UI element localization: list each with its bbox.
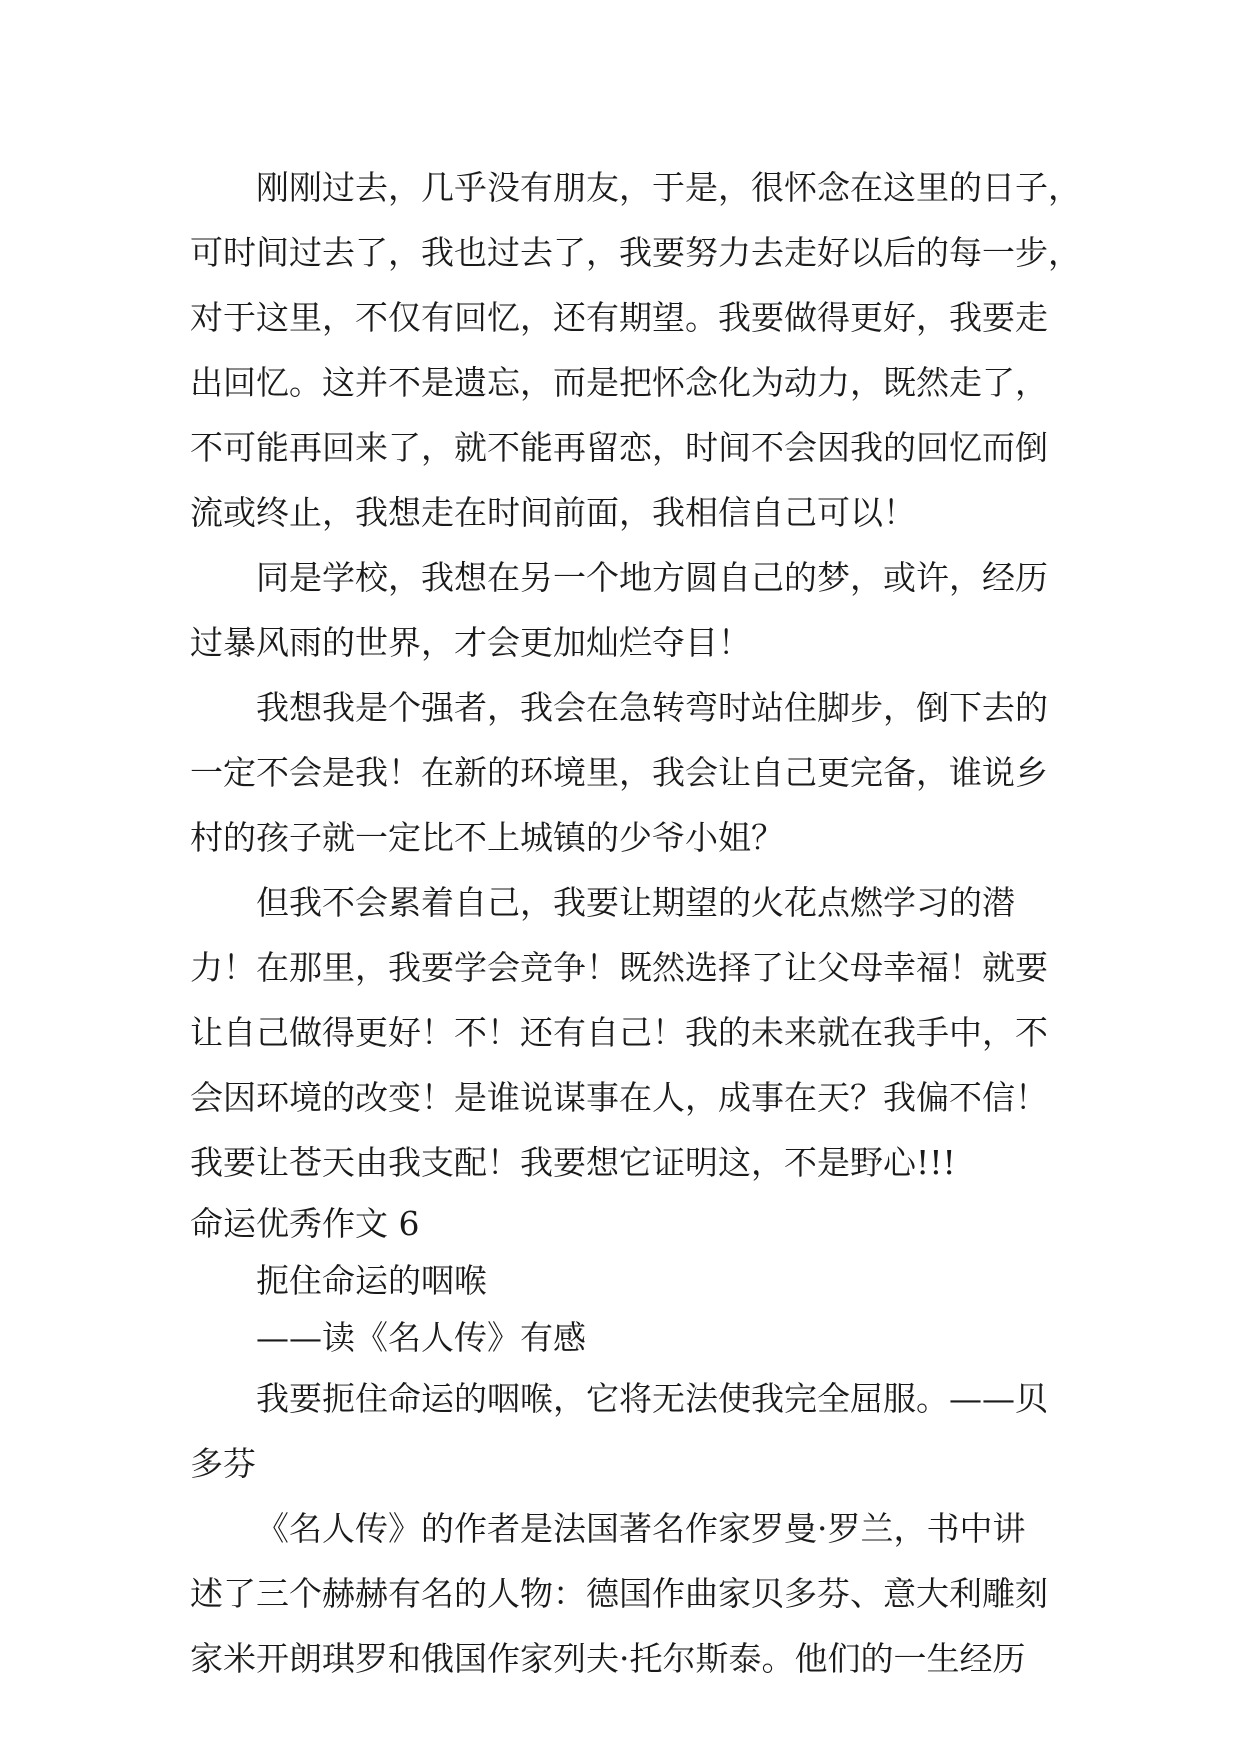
- text-line: 但我不会累着自己，我要让期望的火花点燃学习的潜: [256, 883, 1015, 922]
- document-body: [190, 155, 1081, 1691]
- text-line: 多芬: [190, 1444, 256, 1483]
- paragraph: [190, 155, 1081, 545]
- text-line: 不可能再回来了，就不能再留恋，时间不会因我的回忆而倒: [190, 428, 1048, 467]
- text-line: 对于这里，不仅有回忆，还有期望。我要做得更好，我要走: [190, 298, 1048, 337]
- text-line: 可时间过去了，我也过去了，我要努力去走好以后的每一步，: [190, 233, 1081, 272]
- paragraph: [190, 870, 1060, 1195]
- paragraph: [190, 545, 1060, 675]
- text-line: 流或终止，我想走在时间前面，我相信自己可以！: [190, 493, 916, 532]
- section-heading: 命运优秀作文 6: [190, 1204, 420, 1243]
- text-line: 《名人传》的作者是法国著名作家罗曼·罗兰，书中讲: [256, 1509, 1026, 1548]
- text-line: 力！在那里，我要学会竞争！既然选择了让父母幸福！就要: [190, 948, 1048, 987]
- paragraph: [190, 675, 1060, 870]
- paragraph: [190, 1496, 1060, 1691]
- text-line: 让自己做得更好！不！还有自己！我的未来就在我手中，不: [190, 1013, 1048, 1052]
- text-line: 我要扼住命运的咽喉，它将无法使我完全屈服。——贝: [256, 1379, 1048, 1418]
- text-line: 过暴风雨的世界，才会更加灿烂夺目！: [190, 623, 751, 662]
- text-line: 村的孩子就一定比不上城镇的少爷小姐？: [190, 818, 784, 857]
- text-line: 述了三个赫赫有名的人物：德国作曲家贝多芬、意大利雕刻: [190, 1574, 1048, 1613]
- text-line: 我要让苍天由我支配！我要想它证明这，不是野心!!!: [190, 1143, 956, 1182]
- text-line: 刚刚过去，几乎没有朋友，于是，很怀念在这里的日子，: [256, 168, 1081, 207]
- essay-subtitle: ——读《名人传》有感: [256, 1318, 586, 1357]
- essay-title: 扼住命运的咽喉: [256, 1261, 487, 1300]
- text-line: 出回忆。这并不是遗忘，而是把怀念化为动力，既然走了，: [190, 363, 1048, 402]
- text-line: 会因环境的改变！是谁说谋事在人，成事在天？我偏不信！: [190, 1078, 1048, 1117]
- quote-paragraph: [190, 1366, 1060, 1496]
- text-line: 家米开朗琪罗和俄国作家列夫·托尔斯泰。他们的一生经历: [190, 1639, 1026, 1678]
- text-line: 一定不会是我！在新的环境里，我会让自己更完备，谁说乡: [190, 753, 1048, 792]
- text-line: 我想我是个强者，我会在急转弯时站住脚步，倒下去的: [256, 688, 1048, 727]
- text-line: 同是学校，我想在另一个地方圆自己的梦，或许，经历: [256, 558, 1048, 597]
